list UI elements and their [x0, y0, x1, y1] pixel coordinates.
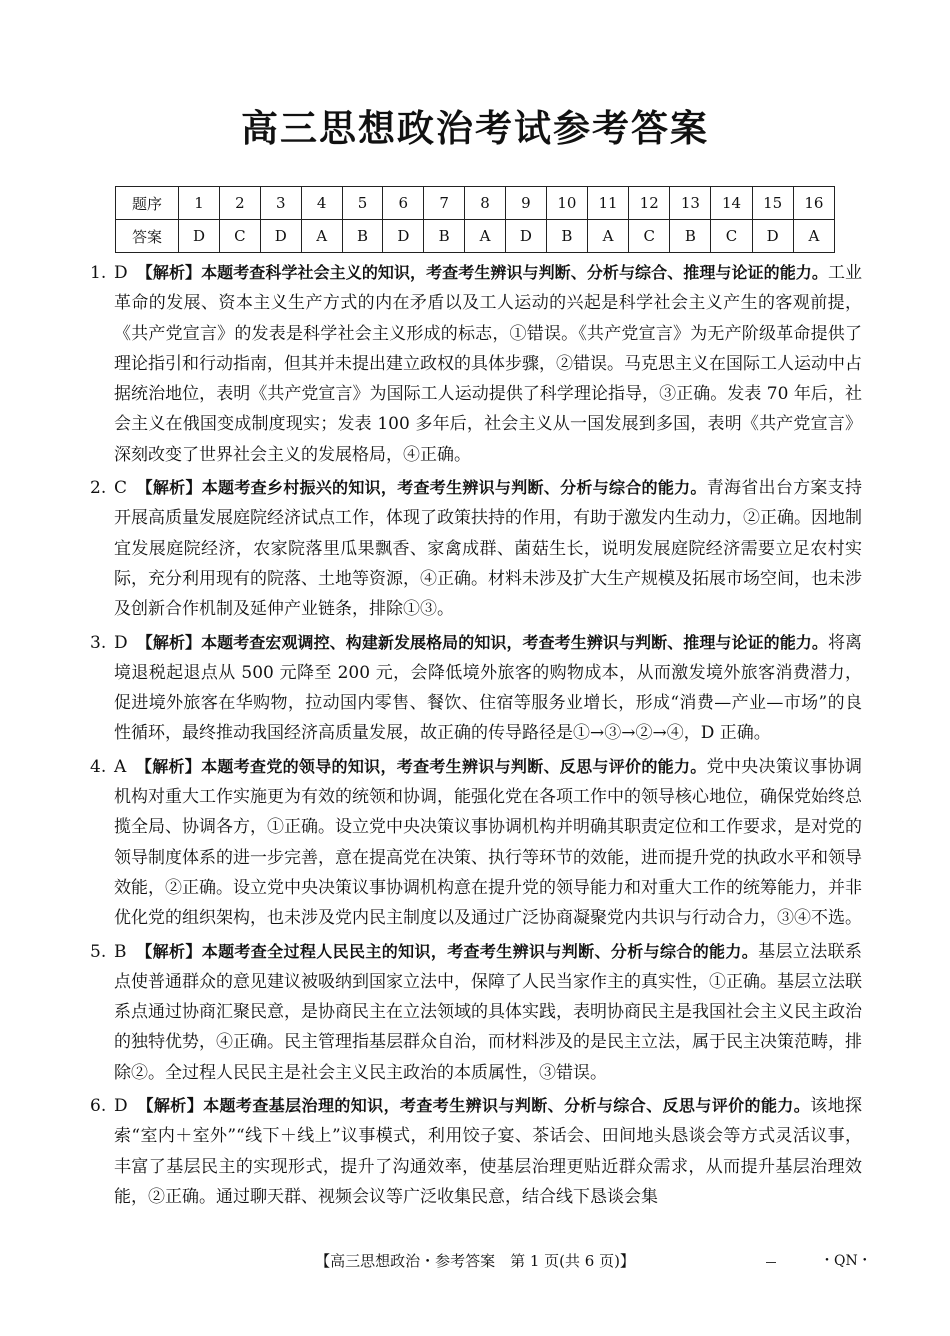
- table-cell: 7: [424, 187, 465, 220]
- analysis-tag: 【解析】本题考查乡村振兴的知识，考查考生辨识与判断、分析与综合的能力。: [144, 478, 707, 498]
- question-explanation-6: [90, 1091, 862, 1212]
- table-cell: D: [260, 220, 301, 253]
- question-explanation-3: [90, 628, 862, 749]
- question-explanation-2: [90, 473, 862, 624]
- question-answer: D: [114, 1096, 128, 1117]
- footer-mark: ・QN・: [820, 1253, 872, 1269]
- table-cell: 12: [629, 187, 670, 220]
- question-answer: D: [114, 632, 128, 653]
- question-number: 5.: [90, 941, 107, 962]
- question-answer: A: [114, 756, 127, 777]
- question-number: 2.: [90, 478, 107, 499]
- table-cell: B: [546, 220, 587, 253]
- explanations: [90, 258, 862, 1215]
- table-cell: C: [711, 220, 752, 253]
- table-row-numbers: [116, 187, 835, 220]
- table-row-answers: [116, 220, 835, 253]
- analysis-tag: 【解析】本题考查全过程人民民主的知识，考查考生辨识与判断、分析与综合的能力。: [144, 941, 759, 961]
- analysis-tag: 【解析】本题考查宏观调控、构建新发展格局的知识，考查考生辨识与判断、推理与论证的能力。: [144, 632, 828, 652]
- table-cell: 8: [465, 187, 506, 220]
- table-header-cell: 答案: [116, 220, 179, 253]
- table-cell: D: [179, 220, 220, 253]
- table-cell: C: [629, 220, 670, 253]
- page-footer: 【高三思想政治・参考答案 第 1 页(共 6 页)】: [315, 1252, 635, 1270]
- question-number: 3.: [90, 632, 107, 653]
- table-cell: 10: [546, 187, 587, 220]
- question-explanation-5: [90, 937, 862, 1088]
- footer-divider: [766, 1262, 776, 1263]
- analysis-text: 青海省出台方案支持开展高质量发展庭院经济试点工作，体现了政策扶持的作用，有助于激发内生动力，②正确。因地制宜发展庭院经济，农家院落里瓜果飘香、家禽成群、菌菇生长，说明发展庭院经济需要立足农村实际，充分利用现有的院落、土地等资源，④正确。材料未涉及扩大生产规模及拓展市场空间，也未涉及创新合作机制及延伸产业链条，排除①③。: [114, 478, 862, 620]
- analysis-tag: 【解析】本题考查基层治理的知识，考查考生辨识与判断、分析与综合、反思与评价的能力。: [145, 1096, 811, 1116]
- table-cell: 2: [219, 187, 260, 220]
- table-cell: 1: [179, 187, 220, 220]
- table-cell: C: [219, 220, 260, 253]
- question-answer: D: [114, 263, 128, 283]
- table-cell: B: [342, 220, 383, 253]
- table-cell: 3: [260, 187, 301, 220]
- question-number: 4.: [90, 756, 107, 777]
- table-cell: 15: [752, 187, 793, 220]
- table-cell: 9: [505, 187, 546, 220]
- table-cell: A: [587, 220, 628, 253]
- table-cell: 6: [383, 187, 424, 220]
- analysis-text: 该地探索“室内＋室外”“线下＋线上”议事模式，利用饺子宴、茶话会、田间地头恳谈会等方式灵活议事，丰富了基层民主的实现形式，提升了沟通效率，使基层治理更贴近群众需求，从而提升基层治理效能，②正确。通过聊天群、视频会议等广泛收集民意，结合线下恳谈会集: [114, 1096, 863, 1207]
- table-cell: 4: [301, 187, 342, 220]
- question-explanation-1: [90, 258, 862, 470]
- analysis-text: 将离境退税起退点从 500 元降至 200 元，会降低境外旅客的购物成本，从而激发境外旅客消费潜力，促进境外旅客在华购物，拉动国内零售、餐饮、住宿等服务业增长，形成“消费—产业—市场”的良性循环，最终推动我国经济高质量发展，故正确的传导路径是①→③→②→④，D 正确。: [114, 632, 863, 744]
- question-answer: C: [114, 478, 128, 499]
- answer-table: [115, 186, 835, 253]
- analysis-text: 工业革命的发展、资本主义生产方式的内在矛盾以及工人运动的兴起是科学社会主义产生的客观前提，《共产党宣言》的发表是科学社会主义形成的标志，①错误。《共产党宣言》为无产阶级革命提供了理论指引和行动指南，但其并未提出建立政权的具体步骤，②错误。马克思主义在国际工人运动中占据统治地位，表明《共产党宣言》为国际工人运动提供了科学理论指导，③正确。发表 70 年后，社会主义在俄国变成制度现实；发表 100 多年后，社会主义从一国发展到多国，表明《共产党宣言》深刻改变了世界社会主义的发展格局，④正确。: [114, 263, 863, 465]
- question-number: 6.: [90, 1096, 107, 1117]
- analysis-tag: 【解析】本题考查党的领导的知识，考查考生辨识与判断、反思与评价的能力。: [143, 756, 707, 776]
- question-number: 1.: [90, 263, 107, 283]
- table-cell: A: [793, 220, 834, 253]
- table-cell: D: [383, 220, 424, 253]
- table-cell: D: [752, 220, 793, 253]
- table-cell: A: [301, 220, 342, 253]
- analysis-text: 基层立法联系点使普通群众的意见建议被吸纳到国家立法中，保障了人民当家作主的真实性，①正确。基层立法联系点通过协商汇聚民意，是协商民主在立法领域的具体实践，表明协商民主是我国社会主义民主政治的独特优势，④正确。民主管理指基层群众自治，而材料涉及的是民主立法，属于民主决策范畴，排除②。全过程人民民主是社会主义民主政治的本质属性，③错误。: [114, 941, 862, 1083]
- analysis-text: 党中央决策议事协调机构对重大工作实施更为有效的统领和协调，能强化党在各项工作中的领导核心地位，确保党始终总揽全局、协调各方，①正确。设立党中央决策议事协调机构并明确其职责定位和工作要求，是对党的领导制度体系的进一步完善，意在提高党在决策、执行等环节的效能，进而提升党的执政水平和领导效能，②正确。设立党中央决策议事协调机构意在提升党的领导能力和对重大工作的统筹能力，并非优化党的组织架构，也未涉及党内民主制度以及通过广泛协商凝聚党内共识与行动合力，③④不选。: [114, 756, 862, 929]
- table-cell: A: [465, 220, 506, 253]
- table-cell: 14: [711, 187, 752, 220]
- table-cell: 5: [342, 187, 383, 220]
- table-cell: D: [505, 220, 546, 253]
- table-cell: B: [424, 220, 465, 253]
- table-cell: 11: [587, 187, 628, 220]
- table-cell: B: [670, 220, 711, 253]
- page-title: 高三思想政治考试参考答案: [241, 106, 709, 150]
- table-header-cell: 题序: [116, 187, 179, 220]
- question-explanation-4: [90, 752, 862, 934]
- analysis-tag: 【解析】本题考查科学社会主义的知识，考查考生辨识与判断、分析与综合、推理与论证的能力。: [144, 263, 828, 282]
- table-cell: 13: [670, 187, 711, 220]
- table-cell: 16: [793, 187, 834, 220]
- question-answer: B: [114, 941, 127, 962]
